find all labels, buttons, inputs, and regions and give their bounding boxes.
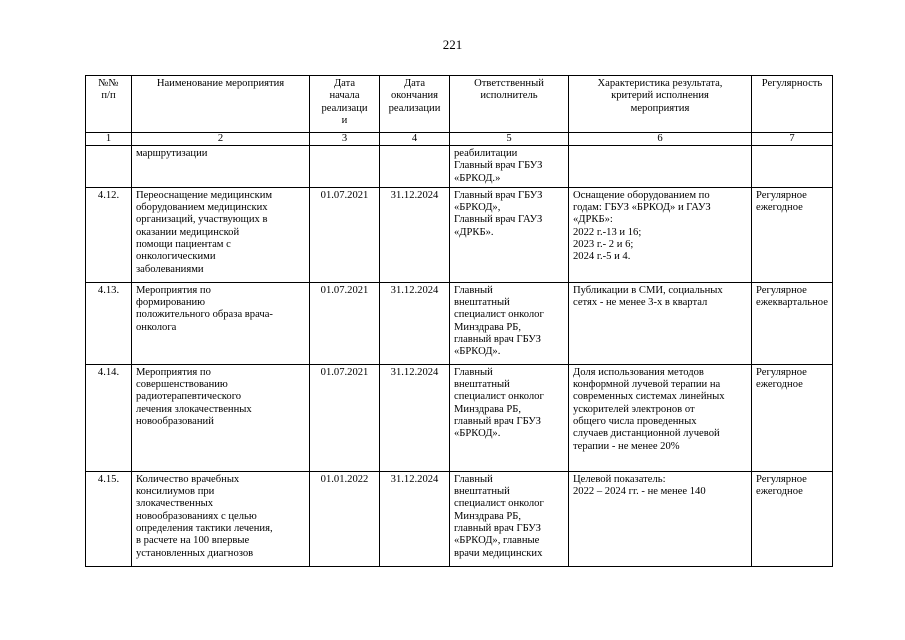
table-row [86,282,833,364]
cell-text-line: Целевой показатель: [573,473,666,485]
result-cell [569,282,752,364]
end-date-cell: 31.12.2024 [380,282,450,364]
cell-text-line: определения тактики лечения, [136,523,273,535]
cell-text-line: Регулярное [756,366,807,378]
cell-text-line: Публикации в СМИ, социальных [573,284,723,296]
cell-text-line: главный врач ГБУЗ [454,523,541,535]
cell-text-line: ежеквартальное [756,297,828,309]
column-number-row [86,133,833,146]
regularity-cell [752,187,833,282]
cell-text-line: главный врач ГБУЗ [454,416,541,428]
header-cell-result: Характеристика результата, критерий исполнения мероприятия [569,76,752,133]
header-cell-number: №№ п/п [86,76,132,133]
start-date-cell: 01.01.2022 [310,471,380,566]
cell-text-line: 2022 – 2024 гг. - не менее 140 [573,486,706,498]
cell-text-line: Главный [454,366,493,378]
column-number: 5 [450,133,569,146]
activity-name-cell [132,187,310,282]
cell-text-line: врачи медицинских [454,547,543,559]
result-cell [569,146,752,188]
start-date-cell: 01.07.2021 [310,187,380,282]
cell-text-line: современных системах линейных [573,391,725,403]
cell-text-line: Главный [454,284,493,296]
cell-text-line: Главный врач ГБУЗ [454,189,543,201]
cell-text-line: Мероприятия по [136,284,211,296]
cell-text-line: ускорителей электронов от [573,403,695,415]
cell-text-line: заболеваниями [136,263,204,275]
header-cell-name: Наименование мероприятия [132,76,310,133]
result-cell [569,364,752,471]
cell-text-line: организаций, участвующих в [136,214,268,226]
row-number-cell: 4.12. [86,187,132,282]
column-number: 1 [86,133,132,146]
header-cell-start-date: Дата начала реализаци и [310,76,380,133]
cell-text-line: реабилитации [454,148,518,159]
cell-text-line: конформной лучевой терапии на [573,379,721,391]
end-date-cell: 31.12.2024 [380,364,450,471]
cell-text-line: «БРКОД», главные [454,535,540,547]
activity-name-cell [132,471,310,566]
cell-text-line: «ДРКБ». [454,226,494,238]
table-row [86,471,833,566]
column-number: 7 [752,133,833,146]
cell-text-line: сетях - не менее 3-х в квартал [573,297,708,309]
cell-text-line: оборудованием медицинских [136,202,268,214]
column-number: 2 [132,133,310,146]
cell-text-line: лечения злокачественных [136,403,252,415]
cell-text-line: формированию [136,297,206,309]
cell-text-line: онколога [136,321,177,333]
page-number: 221 [442,37,463,52]
header-cell-executor: Ответственный исполнитель [450,76,569,133]
cell-text-line: положительного образа врача- [136,309,273,321]
cell-text-line: внештатный [454,297,510,309]
cell-text-line: главный врач ГБУЗ [454,334,541,346]
cell-text-line: Минздрава РБ, [454,510,521,522]
cell-text-line: Минздрава РБ, [454,321,521,333]
activity-name-cell [132,364,310,471]
cell-text-line: ежегодное [756,486,803,498]
table-row [86,187,833,282]
cell-text-line: Количество врачебных [136,473,240,485]
cell-text-line: терапии - не менее 20% [573,440,680,452]
result-cell [569,471,752,566]
cell-text-line: Регулярное [756,189,807,201]
executor-cell [450,146,569,188]
cell-text-line: внештатный [454,379,510,391]
executor-cell [450,364,569,471]
end-date-cell: 31.12.2024 [380,187,450,282]
start-date-cell [310,146,380,188]
activity-name-cell [132,282,310,364]
cell-text-line: «БРКОД.» [454,172,501,184]
cell-text-line: Главный врач ГАУЗ [454,214,543,226]
cell-text-line: случаев дистанционной лучевой [573,428,720,440]
row-number-cell: 4.13. [86,282,132,364]
regularity-cell [752,282,833,364]
cell-text-line: онкологическими [136,251,216,263]
table-row [86,146,833,188]
cell-text-line: Доля использования методов [573,366,704,378]
cell-text-line: 2024 г.-5 и 4. [573,251,631,263]
cell-text-line: специалист онколог [454,498,544,510]
result-cell [569,187,752,282]
start-date-cell: 01.07.2021 [310,282,380,364]
cell-text-line: Минздрава РБ, [454,403,521,415]
executor-cell [450,187,569,282]
cell-text-line: Главный врач ГБУЗ [454,160,543,172]
cell-text-line: специалист онколог [454,309,544,321]
cell-text-line: 2022 г.-13 и 16; [573,226,642,238]
cell-text-line: новообразований [136,416,214,428]
cell-text-line: годам: ГБУЗ «БРКОД» и ГАУЗ [573,202,711,214]
cell-text-line: Главный [454,473,493,485]
end-date-cell [380,146,450,188]
cell-text-line: «БРКОД». [454,346,501,358]
cell-text-line: внештатный [454,486,510,498]
cell-text-line: в расчете на 100 впервые [136,535,250,547]
cell-text-line: специалист онколог [454,391,544,403]
cell-text-line: «БРКОД», [454,202,501,214]
cell-text-line: «БРКОД». [454,428,501,440]
executor-cell [450,282,569,364]
cell-text-line: Регулярное [756,473,807,485]
cell-text-line: помощи пациентам с [136,239,231,251]
column-number: 3 [310,133,380,146]
row-number-cell: 4.15. [86,471,132,566]
cell-text-line: злокачественных [136,498,214,510]
cell-text-line: ежегодное [756,379,803,391]
regularity-cell [752,471,833,566]
cell-text-line: оказании медицинской [136,226,240,238]
cell-text-line: Оснащение оборудованием по [573,189,710,201]
start-date-cell: 01.07.2021 [310,364,380,471]
end-date-cell: 31.12.2024 [380,471,450,566]
cell-text-line: «ДРКБ»: [573,214,613,226]
table-row [86,364,833,471]
regularity-cell [752,146,833,188]
cell-text-line: 2023 г.- 2 и 6; [573,239,634,251]
cell-text-line: ежегодное [756,202,803,214]
cell-text-line: общего числа проведенных [573,416,697,428]
header-cell-end-date: Дата окончания реализации [380,76,450,133]
header-cell-regularity: Регулярность [752,76,833,133]
row-number-cell [86,146,132,188]
cell-text-line: совершенствованию [136,379,228,391]
cell-text-line: Переоснащение медицинским [136,189,273,201]
column-number: 6 [569,133,752,146]
cell-text-line: радиотерапевтического [136,391,242,403]
column-number: 4 [380,133,450,146]
cell-text-line: Мероприятия по [136,366,211,378]
cell-text-line: установленных диагнозов [136,547,254,559]
table-header-row [86,76,833,133]
activities-table [85,75,833,567]
cell-text-line: новообразованиях с целью [136,510,257,522]
row-number-cell: 4.14. [86,364,132,471]
regularity-cell [752,364,833,471]
cell-text-line: маршрутизации [136,148,208,159]
cell-text-line: консилиумов при [136,486,215,498]
cell-text-line: Регулярное [756,284,807,296]
activity-name-cell [132,146,310,188]
executor-cell [450,471,569,566]
